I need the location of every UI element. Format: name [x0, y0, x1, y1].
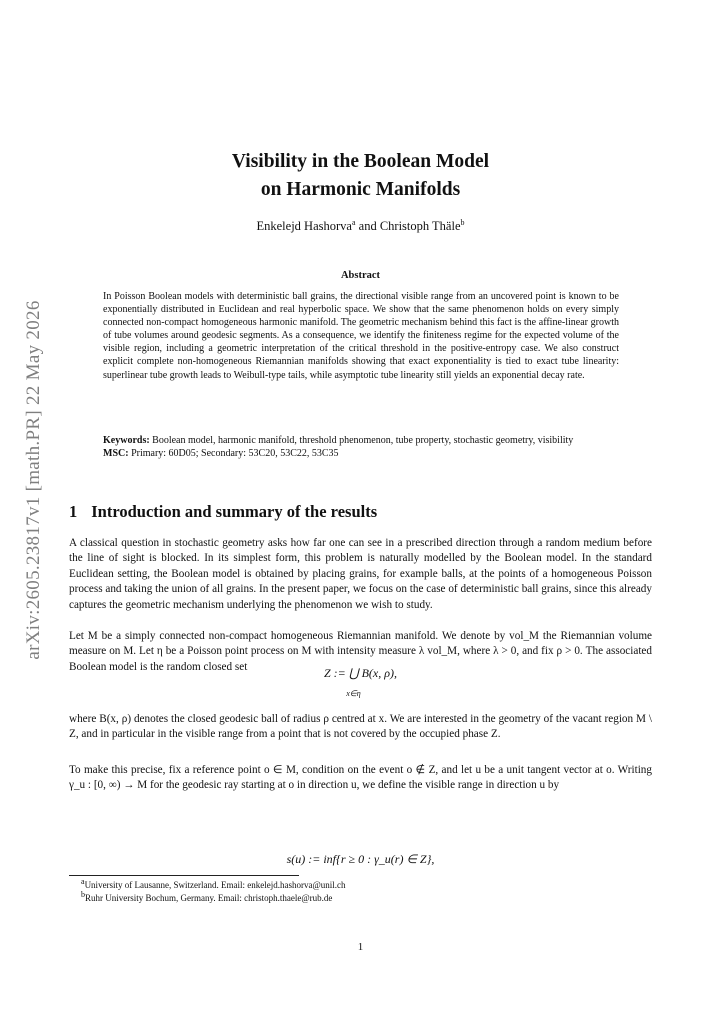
title-line-2: on Harmonic Manifolds — [260, 179, 461, 200]
title-line-1: Visibility in the Boolean Model — [231, 151, 490, 172]
paragraph-3: where B(x, ρ) denotes the closed geodesic ball of radius ρ centred at x. We are interested in the geometry of the vacant region M \ Z, and in particular in the visible range from a point that is not covered by the occupied phase Z. — [69, 713, 652, 741]
section-heading — [69, 502, 377, 522]
keywords-line — [103, 434, 619, 447]
author-2: Christoph Thäle — [379, 219, 461, 233]
equation-visible-range: s(u) := inf{r ≥ 0 : γ_u(r) ∈ Z}, — [286, 852, 435, 866]
msc-text: Primary: 60D05; Secondary: 53C20, 53C22, 53C35 — [128, 448, 339, 460]
paper-title — [0, 148, 721, 204]
footnotes — [81, 879, 346, 904]
section-number: 1 — [69, 502, 78, 521]
author-2-mark: b — [460, 217, 465, 227]
abstract-heading: Abstract — [340, 270, 381, 281]
equation-union-index: x∈η — [346, 689, 361, 698]
footnote-b — [81, 889, 346, 905]
abstract-text: In Poisson Boolean models with deterministic ball grains, the directional visible range from an uncovered point is known to be exponentially distributed in Euclidean and real hyperbolic space. We show that the same phenomenon holds on every simply connected non-compact homogeneous harmonic manifold. The geometric mechanism behind this fact is the affine-linear growth of tube volumes around geodesic segments. As a consequence, we identify the finiteness regime for the expected volume of the visible region, including a geometric interpretation of the critical threshold in the positive-entropy case. We also construct explicit complete non-homogeneous Riemannian manifolds showing that exact exponentiality is tied to exact tube linearity: superlinear tube growth leads to Weibull-type tails, while asymptotic tube linearity still yields an exponential decay rate. — [103, 291, 619, 381]
author-list — [0, 219, 721, 234]
arxiv-side-stamp — [14, 280, 54, 680]
msc-line — [103, 447, 619, 460]
footnote-a — [81, 879, 346, 892]
equation-boolean-model: Z := ⋃ B(x, ρ), — [323, 666, 398, 680]
footnote-rule — [69, 875, 299, 876]
arxiv-identifier: arXiv:2605.23817v1 [math.PR] 22 May 2026 — [23, 300, 44, 660]
paragraph-1: A classical question in stochastic geometry asks how far one can see in a prescribed direction through a random medium before the line of sight is blocked. In its simplest form, this problem is naturally modelled by the Boolean model. In the standard Euclidean setting, the Boolean model is obtained by placing grains, for example balls, at the points of a homogeneous Poisson process and taking the union of all grains. In the present paper, we focus on the case of deterministic ball grains, since this already captures the geometric mechanism underlying the phenomenon we wish to study. — [69, 537, 652, 611]
author-1-mark: a — [351, 217, 356, 227]
footnote-b-mark: b — [81, 889, 85, 899]
keywords-label: Keywords: — [103, 435, 150, 446]
author-conjunction: and — [355, 219, 380, 233]
author-1: Enkelejd Hashorva — [256, 219, 352, 233]
msc-label: MSC: — [103, 448, 129, 460]
footnote-b-text: Ruhr University Bochum, Germany. Email: christoph.thaele@rub.de — [85, 892, 333, 903]
keywords-text: Boolean model, harmonic manifold, threshold phenomenon, tube property, stochastic geometry, visibility — [149, 435, 574, 446]
keywords-block — [103, 434, 619, 460]
footnote-a-text: University of Lausanne, Switzerland. Email: enkelejd.hashorva@unil.ch — [84, 880, 346, 890]
page-number: 1 — [357, 941, 364, 953]
section-title: Introduction and summary of the results — [91, 502, 378, 521]
footnote-a-mark: a — [81, 877, 85, 886]
paragraph-2: Let M be a simply connected non-compact homogeneous Riemannian manifold. We denote by vol_M the Riemannian volume measure on M. Let η be a Poisson point process on M with intensity measure λ vol_M, where λ > 0, and fix ρ > 0. The associated Boolean model is the random closed set — [69, 630, 652, 673]
paragraph-4: To make this precise, fix a reference point o ∈ M, condition on the event o ∉ Z, and let u be a unit tangent vector at o. Writing γ_u : [0, ∞) → M for the geodesic ray starting at o in direction u, we define the visible range in direction u by — [69, 764, 652, 792]
